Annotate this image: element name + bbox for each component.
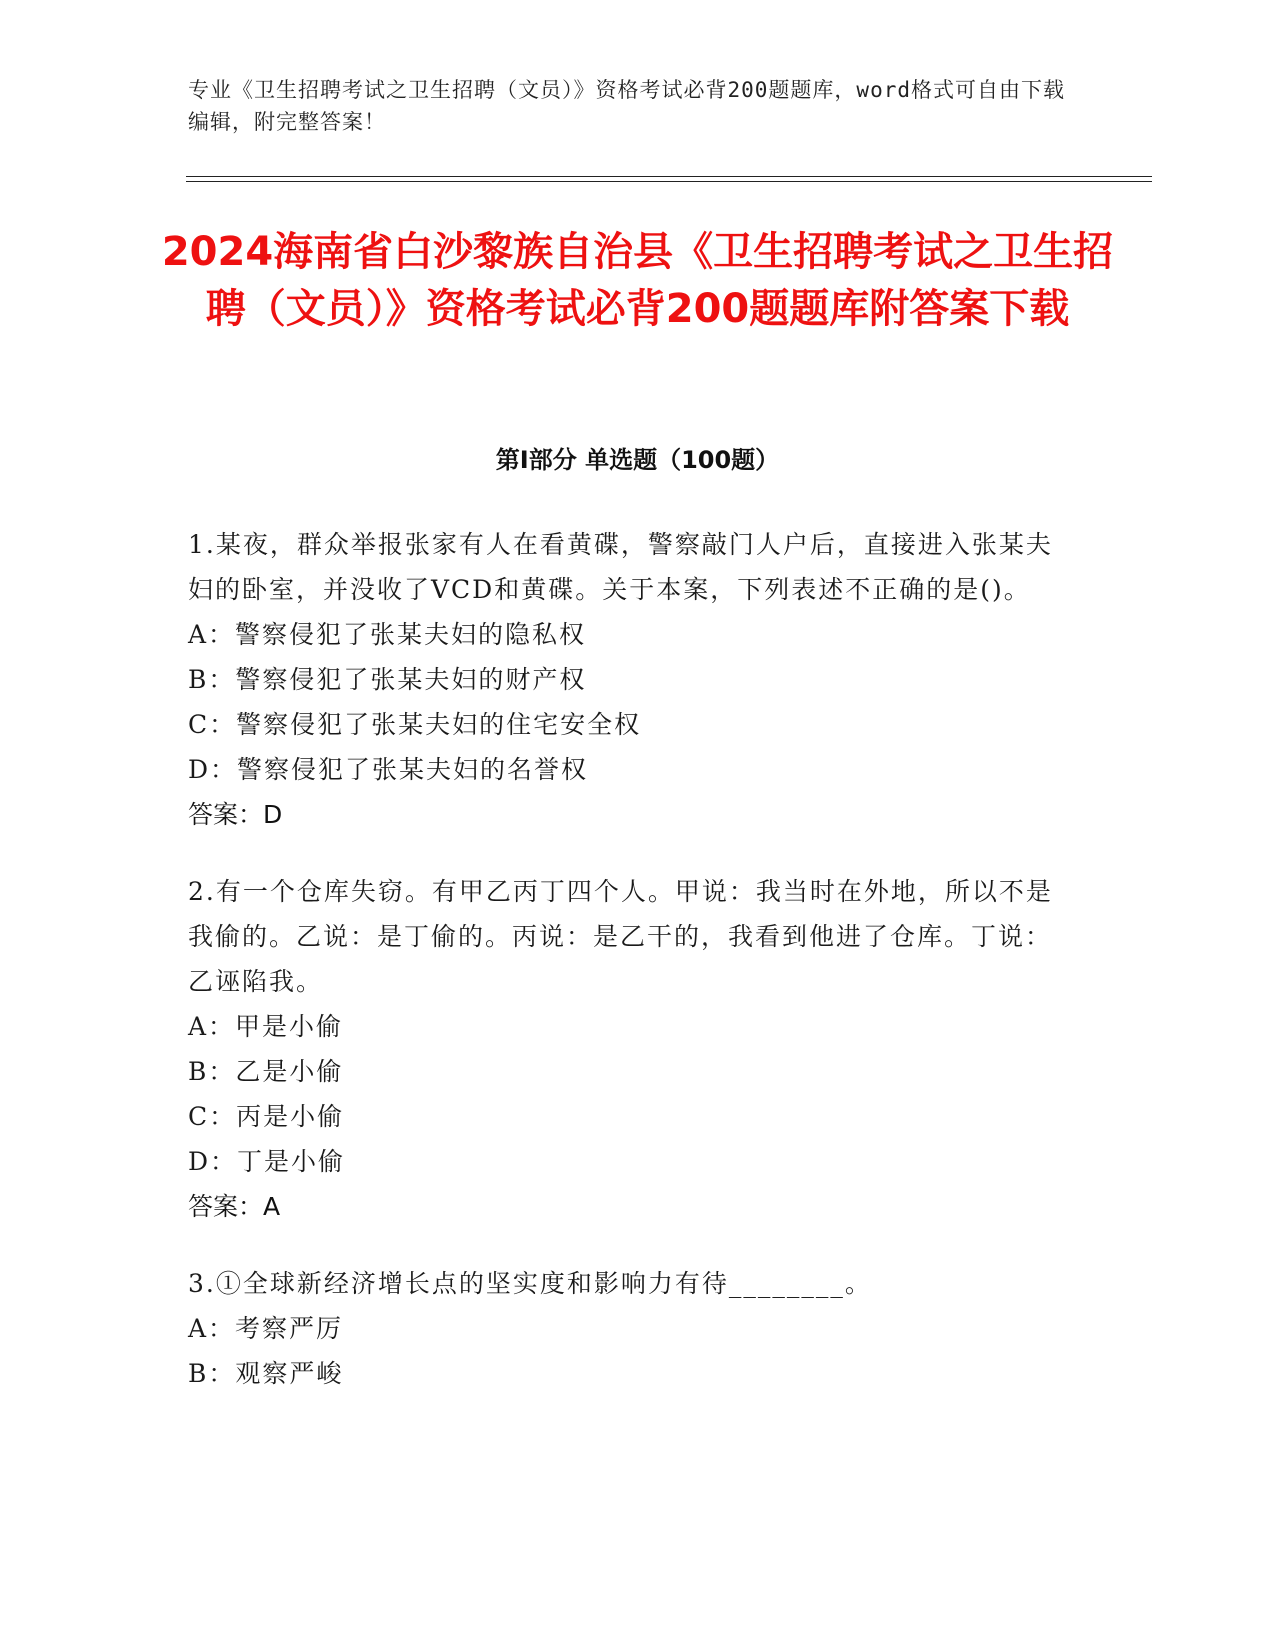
answer: 答案：A — [188, 1192, 281, 1221]
question-1 — [188, 522, 1068, 837]
option-c: C：警察侵犯了张某夫妇的住宅安全权 — [188, 710, 642, 739]
header-divider-top — [186, 176, 1152, 177]
section-title: 第Ⅰ部分 单选题（100题） — [495, 446, 780, 474]
question-3 — [188, 1261, 1068, 1396]
answer: 答案：D — [188, 800, 283, 829]
question-stem: 1.某夜，群众举报张家有人在看黄碟，警察敲门人户后，直接进入张某夫妇的卧室，并没收了VCD和黄碟。关于本案，下列表述不正确的是()。 — [188, 530, 1053, 604]
option-b: B：观察严峻 — [188, 1359, 344, 1388]
option-b: B：警察侵犯了张某夫妇的财产权 — [188, 665, 587, 694]
header-divider-bottom — [186, 181, 1152, 182]
question-2 — [188, 869, 1068, 1229]
option-b: B：乙是小偷 — [188, 1057, 344, 1086]
option-d: D：丁是小偷 — [188, 1147, 346, 1176]
option-a: A：甲是小偷 — [188, 1012, 344, 1041]
question-stem: 3.①全球新经济增长点的坚实度和影响力有待________。 — [188, 1269, 872, 1298]
question-stem: 2.有一个仓库失窃。有甲乙丙丁四个人。甲说：我当时在外地，所以不是我偷的。乙说：是丁偷的。丙说：是乙干的，我看到他进了仓库。丁说：乙诬陷我。 — [188, 877, 1053, 996]
option-a: A：考察严厉 — [188, 1314, 344, 1343]
option-d: D：警察侵犯了张某夫妇的名誉权 — [188, 755, 589, 784]
option-a: A：警察侵犯了张某夫妇的隐私权 — [188, 620, 587, 649]
document-title: 2024海南省白沙黎族自治县《卫生招聘考试之卫生招聘（文员）》资格考试必背200题题库附答案下载 — [161, 229, 1114, 332]
option-c: C：丙是小偷 — [188, 1102, 345, 1131]
header-note: 专业《卫生招聘考试之卫生招聘（文员）》资格考试必背200题题库，word格式可自由下载编辑，附完整答案！ — [188, 78, 1065, 134]
question-list — [188, 522, 1068, 1428]
